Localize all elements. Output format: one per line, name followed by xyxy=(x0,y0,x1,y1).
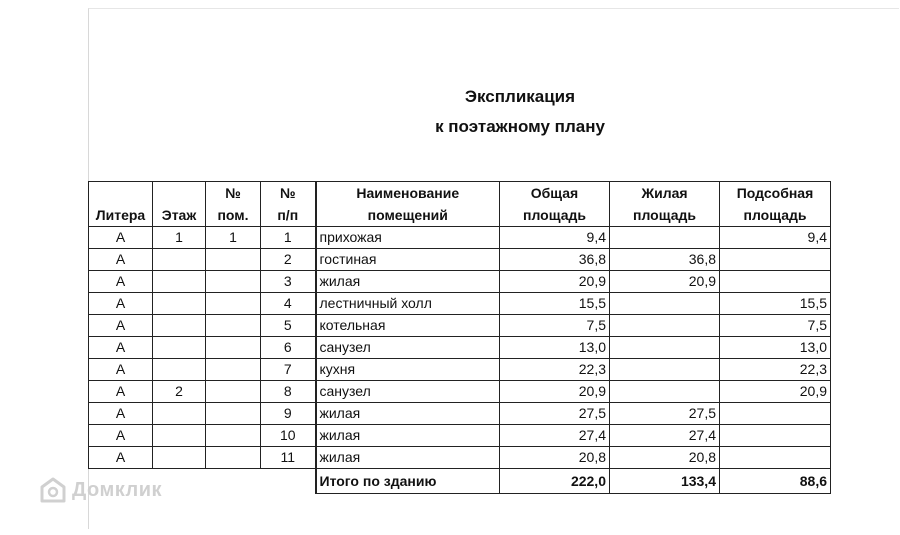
table-row xyxy=(89,447,831,469)
table-cell: А xyxy=(89,337,153,359)
header-top-cell: Жилая xyxy=(610,182,720,205)
table-cell: 7 xyxy=(261,359,316,381)
total-auxiliary-area: 88,6 xyxy=(720,469,831,494)
table-cell: 13,0 xyxy=(720,337,831,359)
table-cell: 22,3 xyxy=(500,359,610,381)
table-cell: 27,5 xyxy=(610,403,720,425)
table-cell: 7,5 xyxy=(720,315,831,337)
table-cell xyxy=(610,381,720,403)
table-row xyxy=(89,271,831,293)
total-living-area: 133,4 xyxy=(610,469,720,494)
table-cell: 20,8 xyxy=(500,447,610,469)
header-bottom-cell: площадь xyxy=(720,204,831,227)
table-cell: 2 xyxy=(261,249,316,271)
domclick-house-icon xyxy=(40,477,66,503)
table-cell: жилая xyxy=(316,447,500,469)
header-top-cell xyxy=(153,182,206,205)
table-row xyxy=(89,337,831,359)
table-cell: 1 xyxy=(261,227,316,249)
table-cell xyxy=(153,425,206,447)
table-cell: А xyxy=(89,227,153,249)
table-cell: А xyxy=(89,249,153,271)
table-cell: 5 xyxy=(261,315,316,337)
total-label: Итого по зданию xyxy=(316,469,500,494)
table-cell: 15,5 xyxy=(720,293,831,315)
header-top-cell: № xyxy=(261,182,316,205)
table-cell: 15,5 xyxy=(500,293,610,315)
table-cell xyxy=(206,425,261,447)
table-cell: А xyxy=(89,271,153,293)
table-cell xyxy=(153,315,206,337)
table-cell xyxy=(153,271,206,293)
table-cell: 9,4 xyxy=(500,227,610,249)
table-cell xyxy=(206,249,261,271)
table-cell xyxy=(206,315,261,337)
table-cell xyxy=(610,337,720,359)
table-cell xyxy=(206,359,261,381)
total-spacer xyxy=(261,469,316,494)
header-bottom-cell: площадь xyxy=(610,204,720,227)
header-top-cell: № xyxy=(206,182,261,205)
total-general-area: 222,0 xyxy=(500,469,610,494)
domclick-watermark xyxy=(40,477,162,503)
table-cell: 22,3 xyxy=(720,359,831,381)
table-row xyxy=(89,359,831,381)
table-cell: 11 xyxy=(261,447,316,469)
total-spacer xyxy=(206,469,261,494)
header-bottom-cell: Этаж xyxy=(153,204,206,227)
header-top-cell: Общая xyxy=(500,182,610,205)
table-cell: гостиная xyxy=(316,249,500,271)
table-cell xyxy=(206,403,261,425)
table-cell: 13,0 xyxy=(500,337,610,359)
table-cell: А xyxy=(89,381,153,403)
table-cell: А xyxy=(89,359,153,381)
table-cell: А xyxy=(89,403,153,425)
table-cell: 7,5 xyxy=(500,315,610,337)
table-cell: 1 xyxy=(153,227,206,249)
table-cell xyxy=(610,227,720,249)
table-cell: 27,4 xyxy=(500,425,610,447)
table-cell xyxy=(610,359,720,381)
table-cell xyxy=(720,447,831,469)
table-row xyxy=(89,249,831,271)
table-cell: 10 xyxy=(261,425,316,447)
header-bottom-cell: пом. xyxy=(206,204,261,227)
table-cell: 6 xyxy=(261,337,316,359)
explication-table xyxy=(88,181,831,494)
table-row xyxy=(89,315,831,337)
table-cell xyxy=(720,425,831,447)
table-cell: лестничный холл xyxy=(316,293,500,315)
title-line-1: Экспликация xyxy=(464,87,576,106)
table-cell: 20,9 xyxy=(720,381,831,403)
table-row xyxy=(89,403,831,425)
table-cell: жилая xyxy=(316,271,500,293)
table-cell: 36,8 xyxy=(500,249,610,271)
table-cell xyxy=(206,337,261,359)
header-bottom-cell: помещений xyxy=(316,204,500,227)
table-cell: жилая xyxy=(316,425,500,447)
total-row xyxy=(89,469,831,494)
table-row xyxy=(89,381,831,403)
table-row xyxy=(89,227,831,249)
table-cell xyxy=(153,447,206,469)
header-bottom-cell: Литера xyxy=(89,204,153,227)
header-bottom-cell: п/п xyxy=(261,204,316,227)
table-cell xyxy=(153,249,206,271)
table-header-row-bottom xyxy=(89,204,831,227)
table-cell xyxy=(610,293,720,315)
table-cell: 27,4 xyxy=(610,425,720,447)
table-cell: котельная xyxy=(316,315,500,337)
header-top-cell xyxy=(89,182,153,205)
table-cell: 9,4 xyxy=(720,227,831,249)
title-line-2: к поэтажному плану xyxy=(435,117,605,136)
table-cell: 27,5 xyxy=(500,403,610,425)
table-cell: А xyxy=(89,425,153,447)
table-cell: жилая xyxy=(316,403,500,425)
table-cell xyxy=(153,293,206,315)
table-cell: 36,8 xyxy=(610,249,720,271)
table-cell xyxy=(206,447,261,469)
table-cell: кухня xyxy=(316,359,500,381)
table-cell: 20,9 xyxy=(500,381,610,403)
watermark-text: Домклик xyxy=(72,478,163,501)
table-cell xyxy=(153,337,206,359)
table-cell: 8 xyxy=(261,381,316,403)
table-cell xyxy=(720,249,831,271)
table-cell: санузел xyxy=(316,381,500,403)
table-row xyxy=(89,425,831,447)
table-cell: А xyxy=(89,315,153,337)
header-top-cell: Наименование xyxy=(316,182,500,205)
document-title xyxy=(330,82,710,142)
table-cell xyxy=(206,293,261,315)
table-cell: 2 xyxy=(153,381,206,403)
table-cell: санузел xyxy=(316,337,500,359)
table-cell: 4 xyxy=(261,293,316,315)
table-cell: 20,9 xyxy=(500,271,610,293)
table-cell xyxy=(153,403,206,425)
table-cell: А xyxy=(89,293,153,315)
table-cell: А xyxy=(89,447,153,469)
table-cell: прихожая xyxy=(316,227,500,249)
table-row xyxy=(89,293,831,315)
table-cell xyxy=(720,403,831,425)
table-cell xyxy=(153,359,206,381)
table-cell xyxy=(206,271,261,293)
table-cell: 3 xyxy=(261,271,316,293)
table-cell: 9 xyxy=(261,403,316,425)
table-header-row-top xyxy=(89,182,831,205)
table-cell: 20,8 xyxy=(610,447,720,469)
header-top-cell: Подсобная xyxy=(720,182,831,205)
table-cell xyxy=(610,315,720,337)
table-cell: 20,9 xyxy=(610,271,720,293)
header-bottom-cell: площадь xyxy=(500,204,610,227)
table-cell: 1 xyxy=(206,227,261,249)
table-cell xyxy=(206,381,261,403)
table-cell xyxy=(720,271,831,293)
